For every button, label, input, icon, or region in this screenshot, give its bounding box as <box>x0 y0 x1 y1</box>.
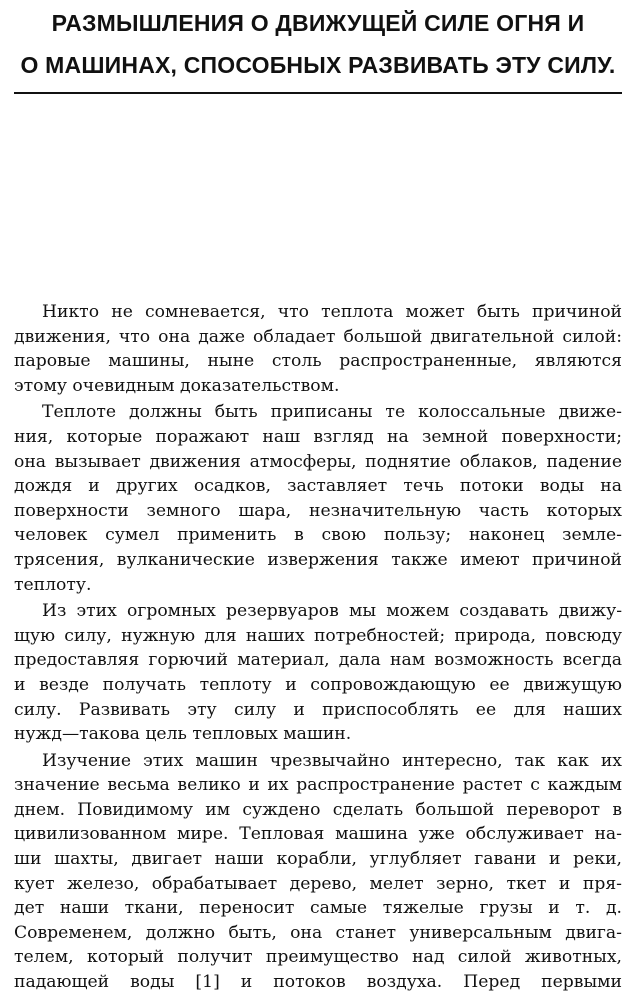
body-text <box>14 300 622 997</box>
text-line: Никто не сомневается, что теплота может быть причиной <box>42 302 622 322</box>
text-line: значение весьма велико и их распространение растет с каждым <box>14 775 622 796</box>
text-line: днем. Повидимому им суждено сделать большой переворот в <box>14 799 622 820</box>
text-line: телем, который получит преимущество над силой животных, <box>14 947 622 968</box>
text-line: ши шахты, двигает наши корабли, углубляет гавани и реки, <box>14 849 622 870</box>
text-line: теплоту. <box>14 574 92 595</box>
paragraph-4 <box>14 749 622 995</box>
text-line: предоставляя горючий материал, дала нам возможность всегда <box>14 650 622 671</box>
text-line: ния, которые поражают наш взгляд на земной поверхности; <box>14 426 622 447</box>
text-line: она вызывает движения атмосферы, поднятие облаков, падение <box>14 451 622 472</box>
text-line: кует железо, обрабатывает дерево, мелет зерно, ткет и пря- <box>14 873 622 894</box>
text-line: Современем, должно быть, она станет универсальным двига- <box>14 922 622 943</box>
text-line: нужд—такова цель тепловых машин. <box>14 724 352 745</box>
text-line: дет наши ткани, переносит самые тяжелые грузы и т. д. <box>14 898 622 919</box>
paragraph-1 <box>14 300 622 398</box>
text-line: поверхности земного шара, незначительную часть которых <box>14 500 622 521</box>
text-line: силу. Развивать эту силу и приспособлять ее для наших <box>14 699 622 720</box>
paragraph-3 <box>14 599 622 747</box>
text-line: и везде получать теплоту и сопровождающую ее движущую <box>14 674 622 695</box>
text-line: паровые машины, ныне столь распространенные, являются <box>14 351 622 372</box>
page-title-line-2: О МАШИНАХ, СПОСОБНЫХ РАЗВИВАТЬ ЭТУ СИЛУ. <box>20 52 616 78</box>
text-line: Теплоте должны быть приписаны те колоссальные движе- <box>42 402 622 423</box>
text-line: дождя и других осадков, заставляет течь потоки воды на <box>14 476 622 497</box>
text-line: движения, что она даже обладает большой двигательной силой: <box>14 326 622 347</box>
text-line: трясения, вулканические извержения также имеют причиной <box>14 549 622 570</box>
paragraph-2 <box>14 400 622 597</box>
text-line: Изучение этих машин чрезвычайно интересно, так как их <box>42 750 622 771</box>
text-line: человек сумел применить в свою пользу; наконец земле- <box>14 525 622 546</box>
text-line: Из этих огромных резервуаров мы можем создавать движу- <box>42 601 622 622</box>
text-line: этому очевидным доказательством. <box>14 375 340 396</box>
text-line: падающей воды [1] и потоков воздуха. Перед первыми <box>14 972 622 993</box>
text-line: цивилизованном мире. Тепловая машина уже обслуживает на- <box>14 824 622 845</box>
page-title-line-1: РАЗМЫШЛЕНИЯ О ДВИЖУЩЕЙ СИЛЕ ОГНЯ И <box>51 10 585 36</box>
text-line: щую силу, нужную для наших потребностей; природа, повсюду <box>14 625 622 646</box>
title-divider <box>14 92 622 94</box>
